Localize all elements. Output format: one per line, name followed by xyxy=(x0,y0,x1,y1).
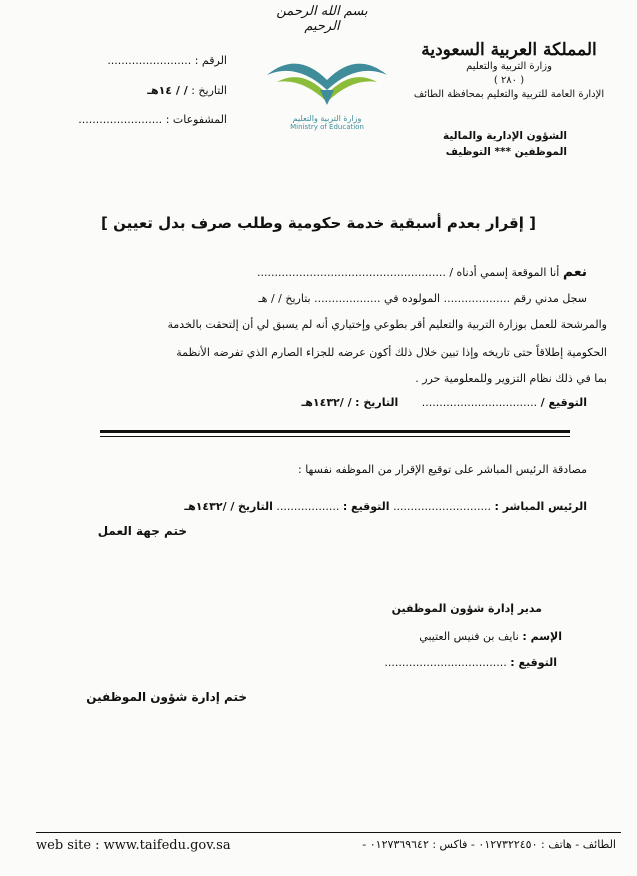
admin-name: الإدارة العامة للتربية والتعليم بمحافظة الطائف xyxy=(413,89,605,100)
divider-thin xyxy=(100,436,570,437)
sig-row xyxy=(87,396,587,409)
civil-id-label: سجل مدني رقم xyxy=(513,292,587,305)
affairs: الشؤون الإدارية والمالية xyxy=(442,130,567,142)
approval-heading: مصادقة الرئيس المباشر على توقيع الإقرار من الموظفه نفسها : xyxy=(298,463,587,476)
divider-thick xyxy=(100,430,570,433)
sig-date-value: / /١٤٣٢هـ xyxy=(301,396,352,409)
ministry-name: وزارة التربية والتعليم xyxy=(466,61,552,72)
footer-rule xyxy=(36,832,621,833)
manager-sig-row xyxy=(257,656,557,669)
birth-date-value: / / هـ xyxy=(258,292,282,305)
code: ( ٢٨٠ ) xyxy=(493,75,525,86)
line1-dots: ...................................................... xyxy=(257,266,446,279)
bismillah: بسم الله الرحمن الرحيم xyxy=(276,4,368,34)
manager-name-row xyxy=(262,630,562,643)
date-row xyxy=(27,84,227,97)
birth-date-label: بتاريخ xyxy=(285,292,311,305)
attach-label: المشفوعات : xyxy=(165,113,227,126)
hr-stamp: ختم إدارة شؤون الموظفين xyxy=(86,690,247,704)
kingdom-title: المملكة العربية السعودية xyxy=(421,40,597,60)
boss-dots: ............................ xyxy=(393,500,491,513)
civil-dots: ................... xyxy=(443,292,511,305)
date-label: التاريخ : xyxy=(191,84,227,97)
born-label: المولوده في xyxy=(384,292,441,305)
website: web site : www.taifedu.gov.sa xyxy=(36,838,231,853)
manager-sig-label: التوقيع : xyxy=(510,656,557,669)
line1-text: أنا الموقعة إسمي أدناه / xyxy=(449,266,560,279)
ministry-logo xyxy=(262,50,392,130)
sig-date-label: التاريخ : xyxy=(355,396,399,409)
work-stamp: ختم جهة العمل xyxy=(97,524,187,538)
footer xyxy=(36,838,616,853)
ref-label: الرقم : xyxy=(194,54,227,67)
manager-title: مدير إدارة شؤون الموظفين xyxy=(391,602,542,615)
book-logo-icon xyxy=(262,50,392,110)
logo-english: Ministry of Education xyxy=(290,123,364,131)
page-title: [ إقرار بعدم أسبقية خدمة حكومية وطلب صرف بدل تعيين ] xyxy=(101,214,536,232)
boss-date-value: / /١٤٣٢هـ xyxy=(184,500,235,513)
boss-sig-dots: .................. xyxy=(276,500,340,513)
attach-dots: ........................ xyxy=(78,113,163,126)
born-dots: ................... xyxy=(314,292,381,305)
manager-sig-dots: ................................... xyxy=(384,656,507,669)
sig-label: التوقيع / xyxy=(540,396,587,409)
para2: الحكومية إطلاقاً حتى تاريخه وإذا تبين خلال ذلك أكون عرضه للجزاء الصارم الذي تفرضه الأنظمة xyxy=(176,346,607,359)
manager-name-label: الإسم : xyxy=(522,630,562,643)
manager-name: نايف بن فنيس العتيبي xyxy=(419,630,519,643)
ref-dots: ........................ xyxy=(107,54,192,67)
boss-sig-label: التوقيع : xyxy=(342,500,390,513)
attach-row xyxy=(27,113,227,126)
contact: الطائف - هاتف : ٠١٢٧٣٢٢٤٥٠ - فاكس : ٠١٢٧٣٦٩٦٤٢ - xyxy=(362,838,616,851)
boss-label: الرئيس المباشر : xyxy=(494,500,587,513)
body-line2 xyxy=(47,292,587,305)
para1: والمرشحة للعمل بوزارة التربية والتعليم أقر بطوعي وإختياري أنه لم يسبق لي أن إلتحقت بالخدمة xyxy=(167,318,607,331)
sig-dots: ................................. xyxy=(421,396,538,409)
approval-row xyxy=(47,500,587,513)
ref-row xyxy=(27,54,227,67)
boss-date-label: التاريخ xyxy=(237,500,273,513)
date-value: / / ١٤هـ xyxy=(147,84,188,97)
body-line1 xyxy=(67,264,587,280)
logo-arabic: وزارة التربية والتعليم xyxy=(292,114,362,123)
na3am: نعم xyxy=(562,264,587,280)
section: الموظفين *** التوظيف xyxy=(445,146,567,158)
para3: بما في ذلك نظام التزوير وللمعلومية حرر . xyxy=(415,372,607,385)
header-right xyxy=(399,40,619,102)
